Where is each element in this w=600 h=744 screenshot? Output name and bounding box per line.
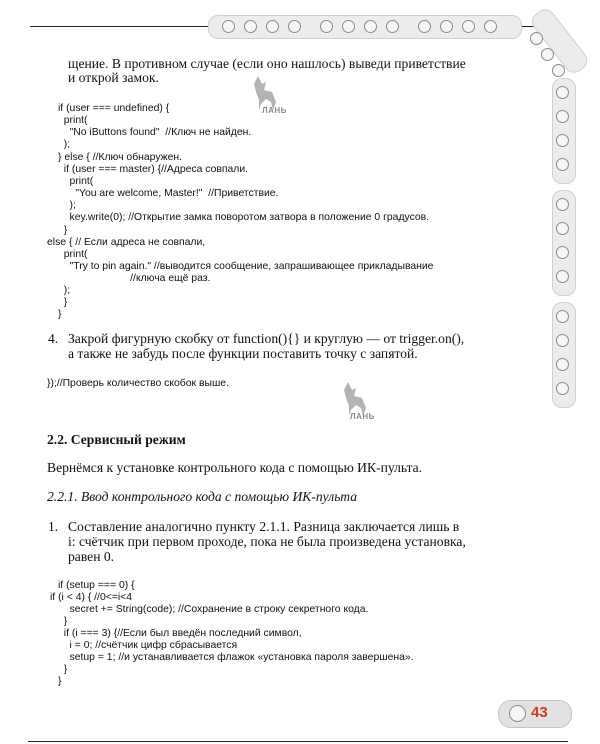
- step-text-line-1: Составление аналогично пункту 2.1.1. Разница заключается лишь в: [68, 519, 460, 534]
- binding-ring-icon: [462, 20, 475, 33]
- code-line: print(: [58, 115, 88, 126]
- logo-text: ЛАНЬ: [262, 106, 287, 115]
- binding-ring-icon: [364, 20, 377, 33]
- binding-ring-icon: [556, 246, 569, 259]
- code-line: if (user === master) {//Адреса совпали.: [58, 164, 249, 175]
- code-line: } else { //Ключ обнаружен.: [58, 152, 182, 163]
- binding-ring-icon: [386, 20, 399, 33]
- binding-ring-icon: [541, 48, 554, 61]
- step-number: 1.: [48, 519, 59, 534]
- binding-ring-icon: [556, 310, 569, 323]
- code-line: print(: [58, 176, 94, 187]
- code-line: key.write(0); //Открытие замка поворотом затвора в положение 0 градусов.: [58, 212, 430, 223]
- code-line: }: [58, 309, 62, 320]
- binding-ring-icon: [266, 20, 279, 33]
- logo-text: ЛАНЬ: [350, 412, 375, 421]
- step-text-line-1: Закрой фигурную скобку от function(){} и круглую — от trigger.on(),: [68, 331, 465, 346]
- page-number-badge: [498, 700, 572, 728]
- binding-ring-icon: [288, 20, 301, 33]
- code-line: "No iButtons found" //Ключ не найден.: [58, 127, 252, 138]
- code-line: setup = 1; //и устанавливается флажок «установка пароля завершена».: [58, 652, 414, 663]
- binding-ring-icon: [342, 20, 355, 33]
- intro-line-1: щение. В противном случае (если оно нашлось) выведи приветствие: [68, 56, 466, 71]
- page-ring-icon: [509, 705, 526, 722]
- code-line: if (setup === 0) {: [58, 580, 135, 591]
- code-line: if (i === 3) {//Если был введён последний символ,: [58, 628, 302, 639]
- binding-ring-icon: [556, 334, 569, 347]
- code-line: "You are welcome, Master!" //Приветствие.: [58, 188, 279, 199]
- step-number: 4.: [48, 331, 59, 346]
- binding-ring-icon: [556, 86, 569, 99]
- binding-ring-icon: [556, 198, 569, 211]
- binding-ring-icon: [222, 20, 235, 33]
- binding-ring-icon: [530, 32, 543, 45]
- binding-ring-icon: [418, 20, 431, 33]
- code-line: else { // Если адреса не совпали,: [47, 237, 206, 248]
- binding-ring-icon: [556, 134, 569, 147]
- code-line: }: [58, 225, 68, 236]
- binding-ring-icon: [556, 222, 569, 235]
- code-line: }: [58, 664, 68, 675]
- intro-line-2: и открой замок.: [68, 70, 159, 85]
- code-line: );: [58, 139, 71, 150]
- code-line: secret += String(code); //Сохранение в строку секретного кода.: [58, 604, 369, 615]
- code-line: //ключа ещё раз.: [58, 273, 211, 284]
- binding-ring-icon: [244, 20, 257, 33]
- step-text-line-3: равен 0.: [68, 549, 115, 564]
- page-number: 43: [531, 704, 548, 721]
- subsection-title: 2.2.1. Ввод контрольного кода с помощью ИК-пульта: [47, 489, 357, 504]
- binding-ring-icon: [552, 64, 565, 77]
- step-text-line-2: а также не забудь после функции поставить точку с запятой.: [68, 346, 418, 361]
- code-line: });//Проверь количество скобок выше.: [47, 378, 229, 389]
- step-text-line-2: i: счётчик при первом проходе, пока не была произведена установка,: [68, 534, 466, 549]
- code-line: );: [58, 200, 76, 211]
- code-line: if (user === undefined) {: [58, 103, 170, 114]
- code-line: print(: [58, 249, 88, 260]
- binding-ring-icon: [556, 382, 569, 395]
- footer-rule: [28, 741, 568, 742]
- binding-ring-icon: [556, 270, 569, 283]
- code-line: );: [58, 285, 71, 296]
- code-line: }: [58, 616, 68, 627]
- binding-ring-icon: [556, 358, 569, 371]
- code-line: "Try to pin again." //выводится сообщение, запрашивающее прикладывание: [58, 261, 434, 272]
- section-paragraph: Вернёмся к установке контрольного кода с помощью ИК-пульта.: [47, 460, 423, 475]
- binding-ring-icon: [556, 110, 569, 123]
- code-line: if (i < 4) { //0<=i<4: [50, 592, 133, 603]
- binding-ring-icon: [440, 20, 453, 33]
- code-line: }: [58, 297, 68, 308]
- binding-ring-icon: [320, 20, 333, 33]
- binding-ring-icon: [556, 158, 569, 171]
- code-line: i = 0; //счётчик цифр сбрасывается: [58, 640, 238, 651]
- code-line: }: [58, 676, 62, 687]
- binding-ring-icon: [484, 20, 497, 33]
- section-title: 2.2. Сервисный режим: [47, 432, 186, 447]
